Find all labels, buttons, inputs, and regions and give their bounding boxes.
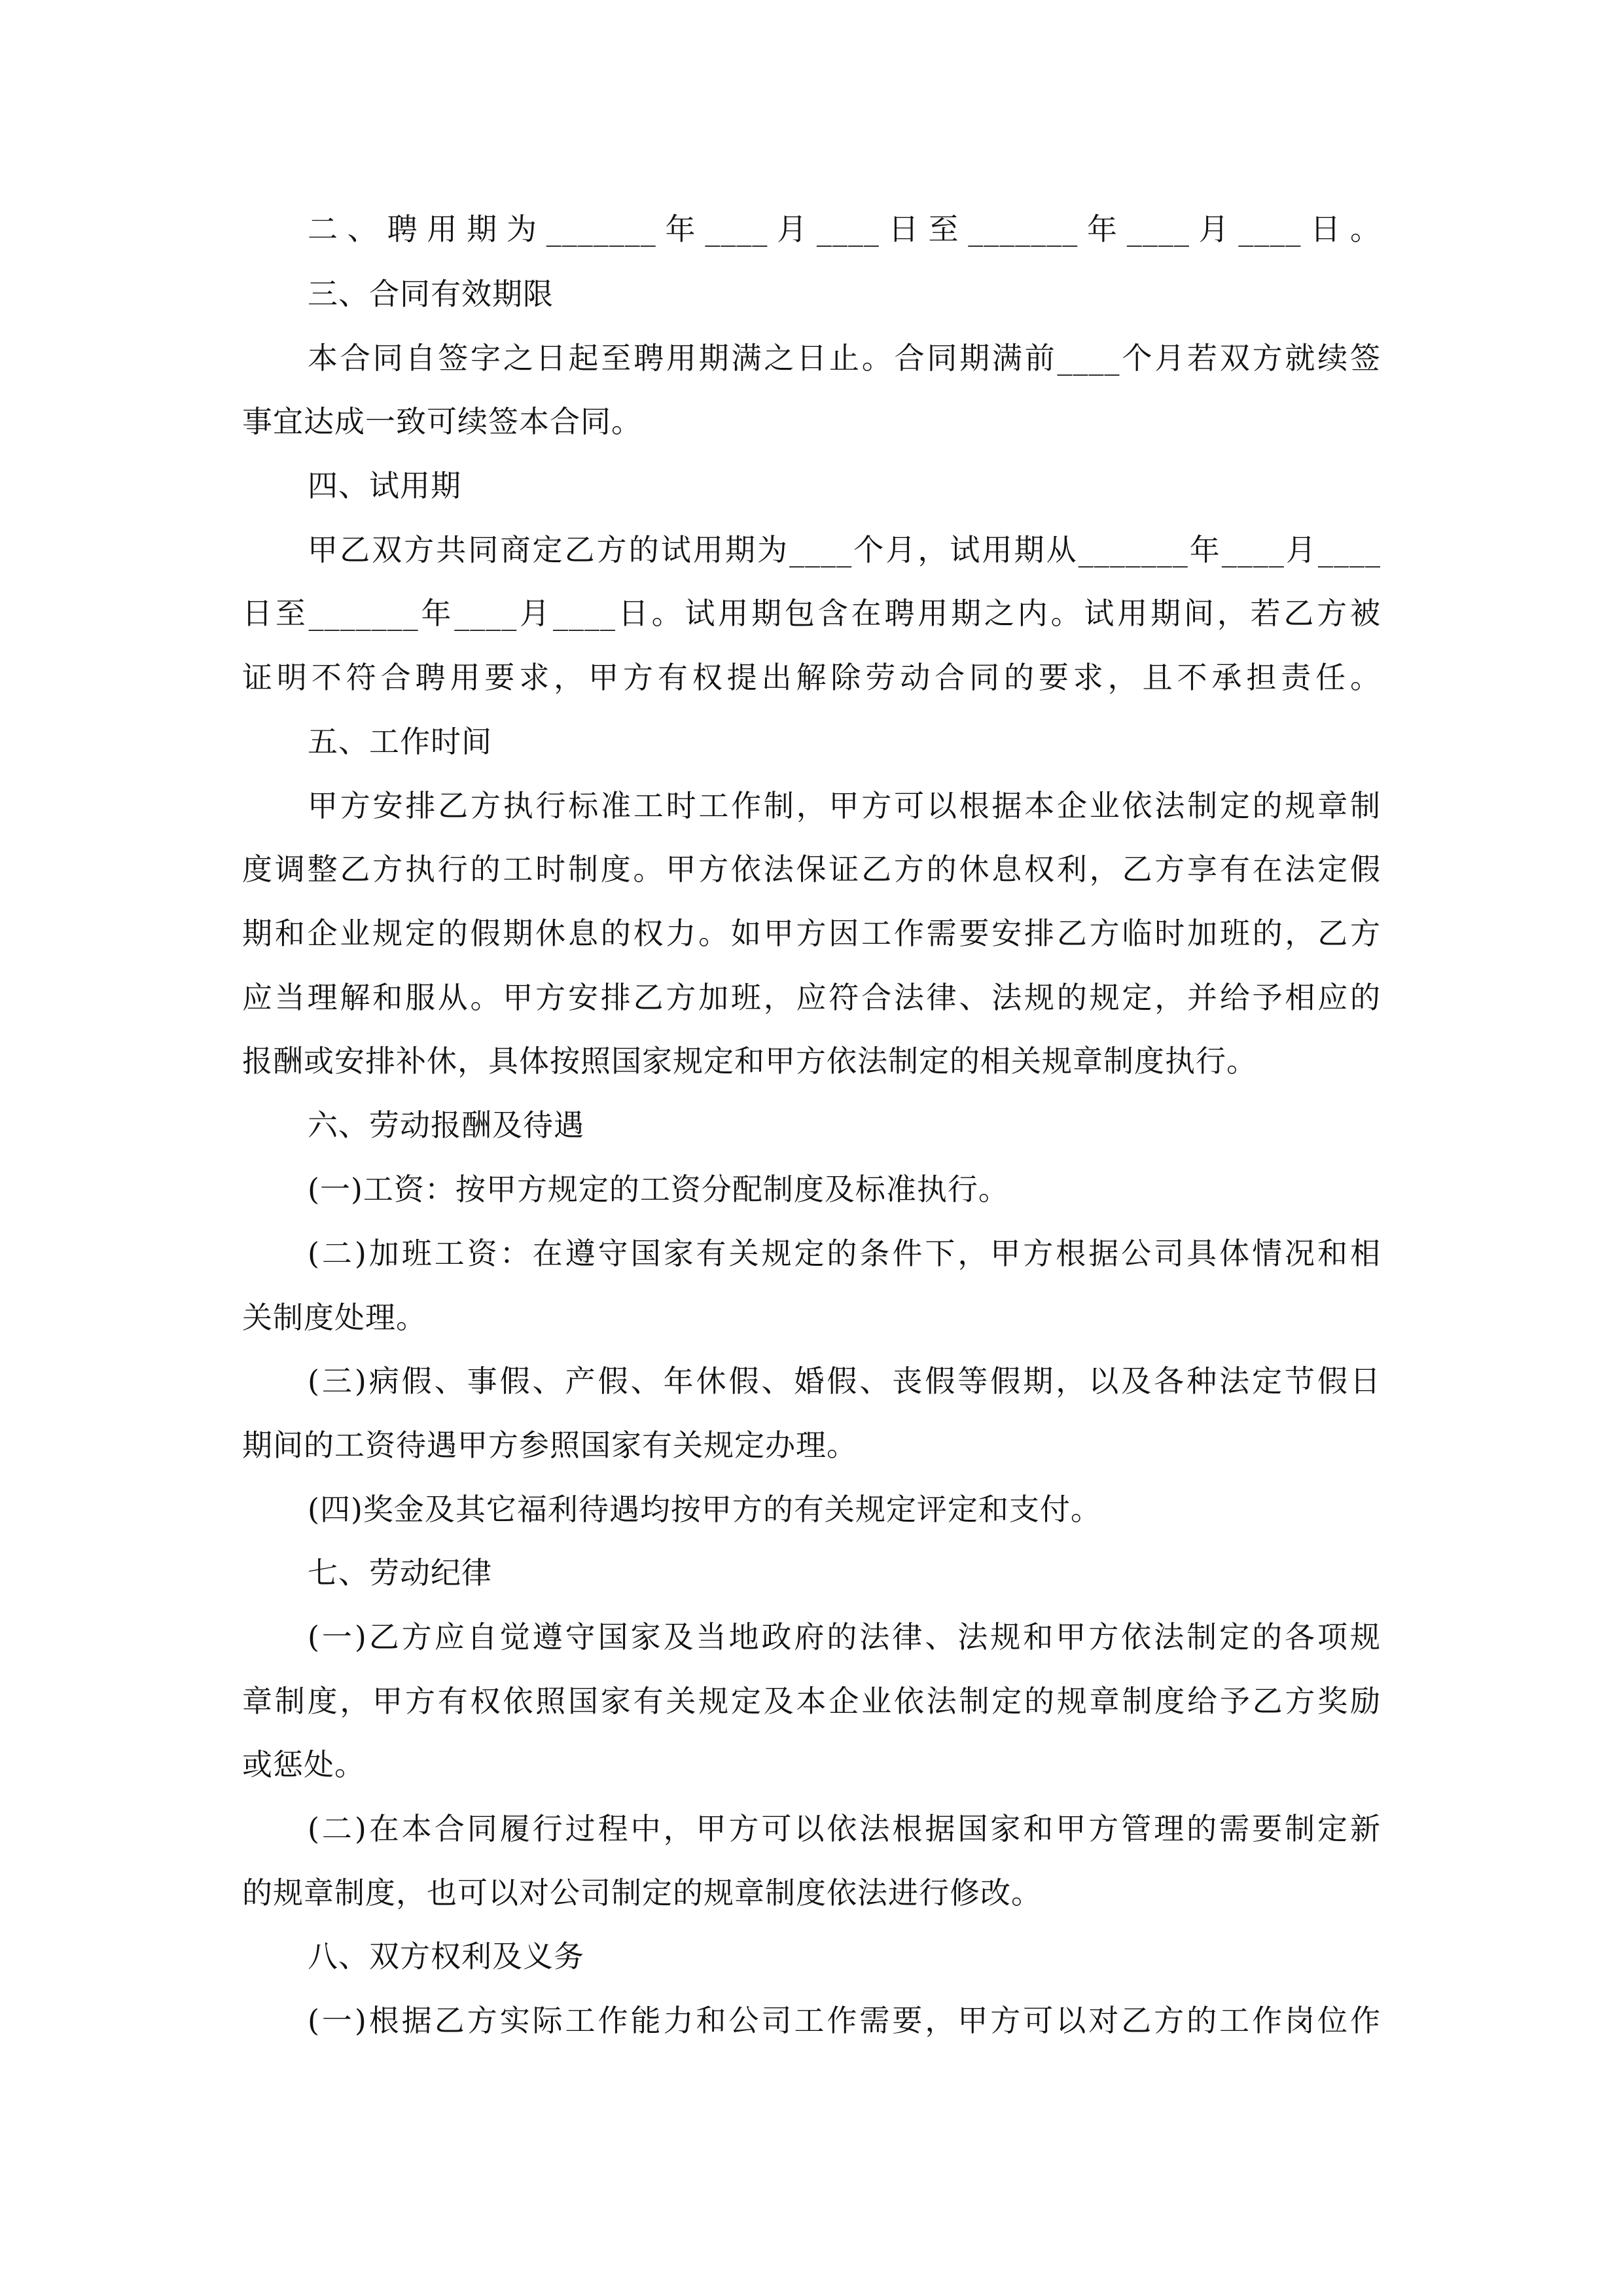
heading-5-working-hours: 五、工作时间	[308, 724, 492, 759]
paragraph-line: 报酬或安排补休，具体按照国家规定和甲方依法制定的相关规章制度执行。	[242, 1043, 1257, 1079]
heading-4-probation: 四、试用期	[308, 468, 461, 503]
paragraph-line: (一)根据乙方实际工作能力和公司工作需要，甲方可以对乙方的工作岗位作	[308, 2003, 1381, 2038]
heading-3-contract-validity: 三、合同有效期限	[308, 276, 554, 312]
clause-2-employment-period: 二、聘用期为_______年____月____日至_______年____月____日。	[308, 211, 1381, 247]
paragraph-line: 甲方安排乙方执行标准工时工作制，甲方可以根据本企业依法制定的规章制	[308, 788, 1381, 823]
paragraph-line: 日至_______年____月____日。试用期包含在聘用期之内。试用期间，若乙方被	[242, 596, 1381, 631]
paragraph-line: 本合同自签字之日起至聘用期满之日止。合同期满前____个月若双方就续签	[308, 340, 1381, 376]
paragraph-line: (二)加班工资：在遵守国家有关规定的条件下，甲方根据公司具体情况和相	[308, 1236, 1381, 1271]
paragraph-line: 期间的工资待遇甲方参照国家有关规定办理。	[242, 1427, 857, 1463]
paragraph-line: 关制度处理。	[242, 1300, 427, 1335]
paragraph-line: 甲乙双方共同商定乙方的试用期为____个月，试用期从_______年____月____	[308, 532, 1381, 567]
heading-8-rights-obligations: 八、双方权利及义务	[308, 1939, 584, 1974]
paragraph-line: 事宜达成一致可续签本合同。	[242, 404, 642, 439]
paragraph-line: 度调整乙方执行的工时制度。甲方依法保证乙方的休息权利，乙方享有在法定假	[242, 852, 1381, 887]
paragraph-line: 证明不符合聘用要求，甲方有权提出解除劳动合同的要求，且不承担责任。	[242, 660, 1381, 695]
paragraph-line: (一)乙方应自觉遵守国家及当地政府的法律、法规和甲方依法制定的各项规	[308, 1619, 1381, 1655]
paragraph-line: (四)奖金及其它福利待遇均按甲方的有关规定评定和支付。	[308, 1492, 1101, 1527]
heading-7-labor-discipline: 七、劳动纪律	[308, 1555, 492, 1590]
paragraph-line: 应当理解和服从。甲方安排乙方加班，应符合法律、法规的规定，并给予相应的	[242, 980, 1381, 1015]
paragraph-line: 或惩处。	[242, 1747, 365, 1782]
paragraph-line: (二)在本合同履行过程中，甲方可以依法根据国家和甲方管理的需要制定新	[308, 1811, 1381, 1846]
paragraph-line: 期和企业规定的假期休息的权力。如甲方因工作需要安排乙方临时加班的，乙方	[242, 916, 1381, 951]
paragraph-line: (一)工资：按甲方规定的工资分配制度及标准执行。	[308, 1172, 1009, 1207]
paragraph-line: 的规章制度，也可以对公司制定的规章制度依法进行修改。	[242, 1875, 1042, 1910]
paragraph-line: 章制度，甲方有权依照国家有关规定及本企业依法制定的规章制度给予乙方奖励	[242, 1683, 1381, 1719]
heading-6-remuneration: 六、劳动报酬及待遇	[308, 1107, 584, 1143]
paragraph-line: (三)病假、事假、产假、年休假、婚假、丧假等假期，以及各种法定节假日	[308, 1363, 1381, 1399]
